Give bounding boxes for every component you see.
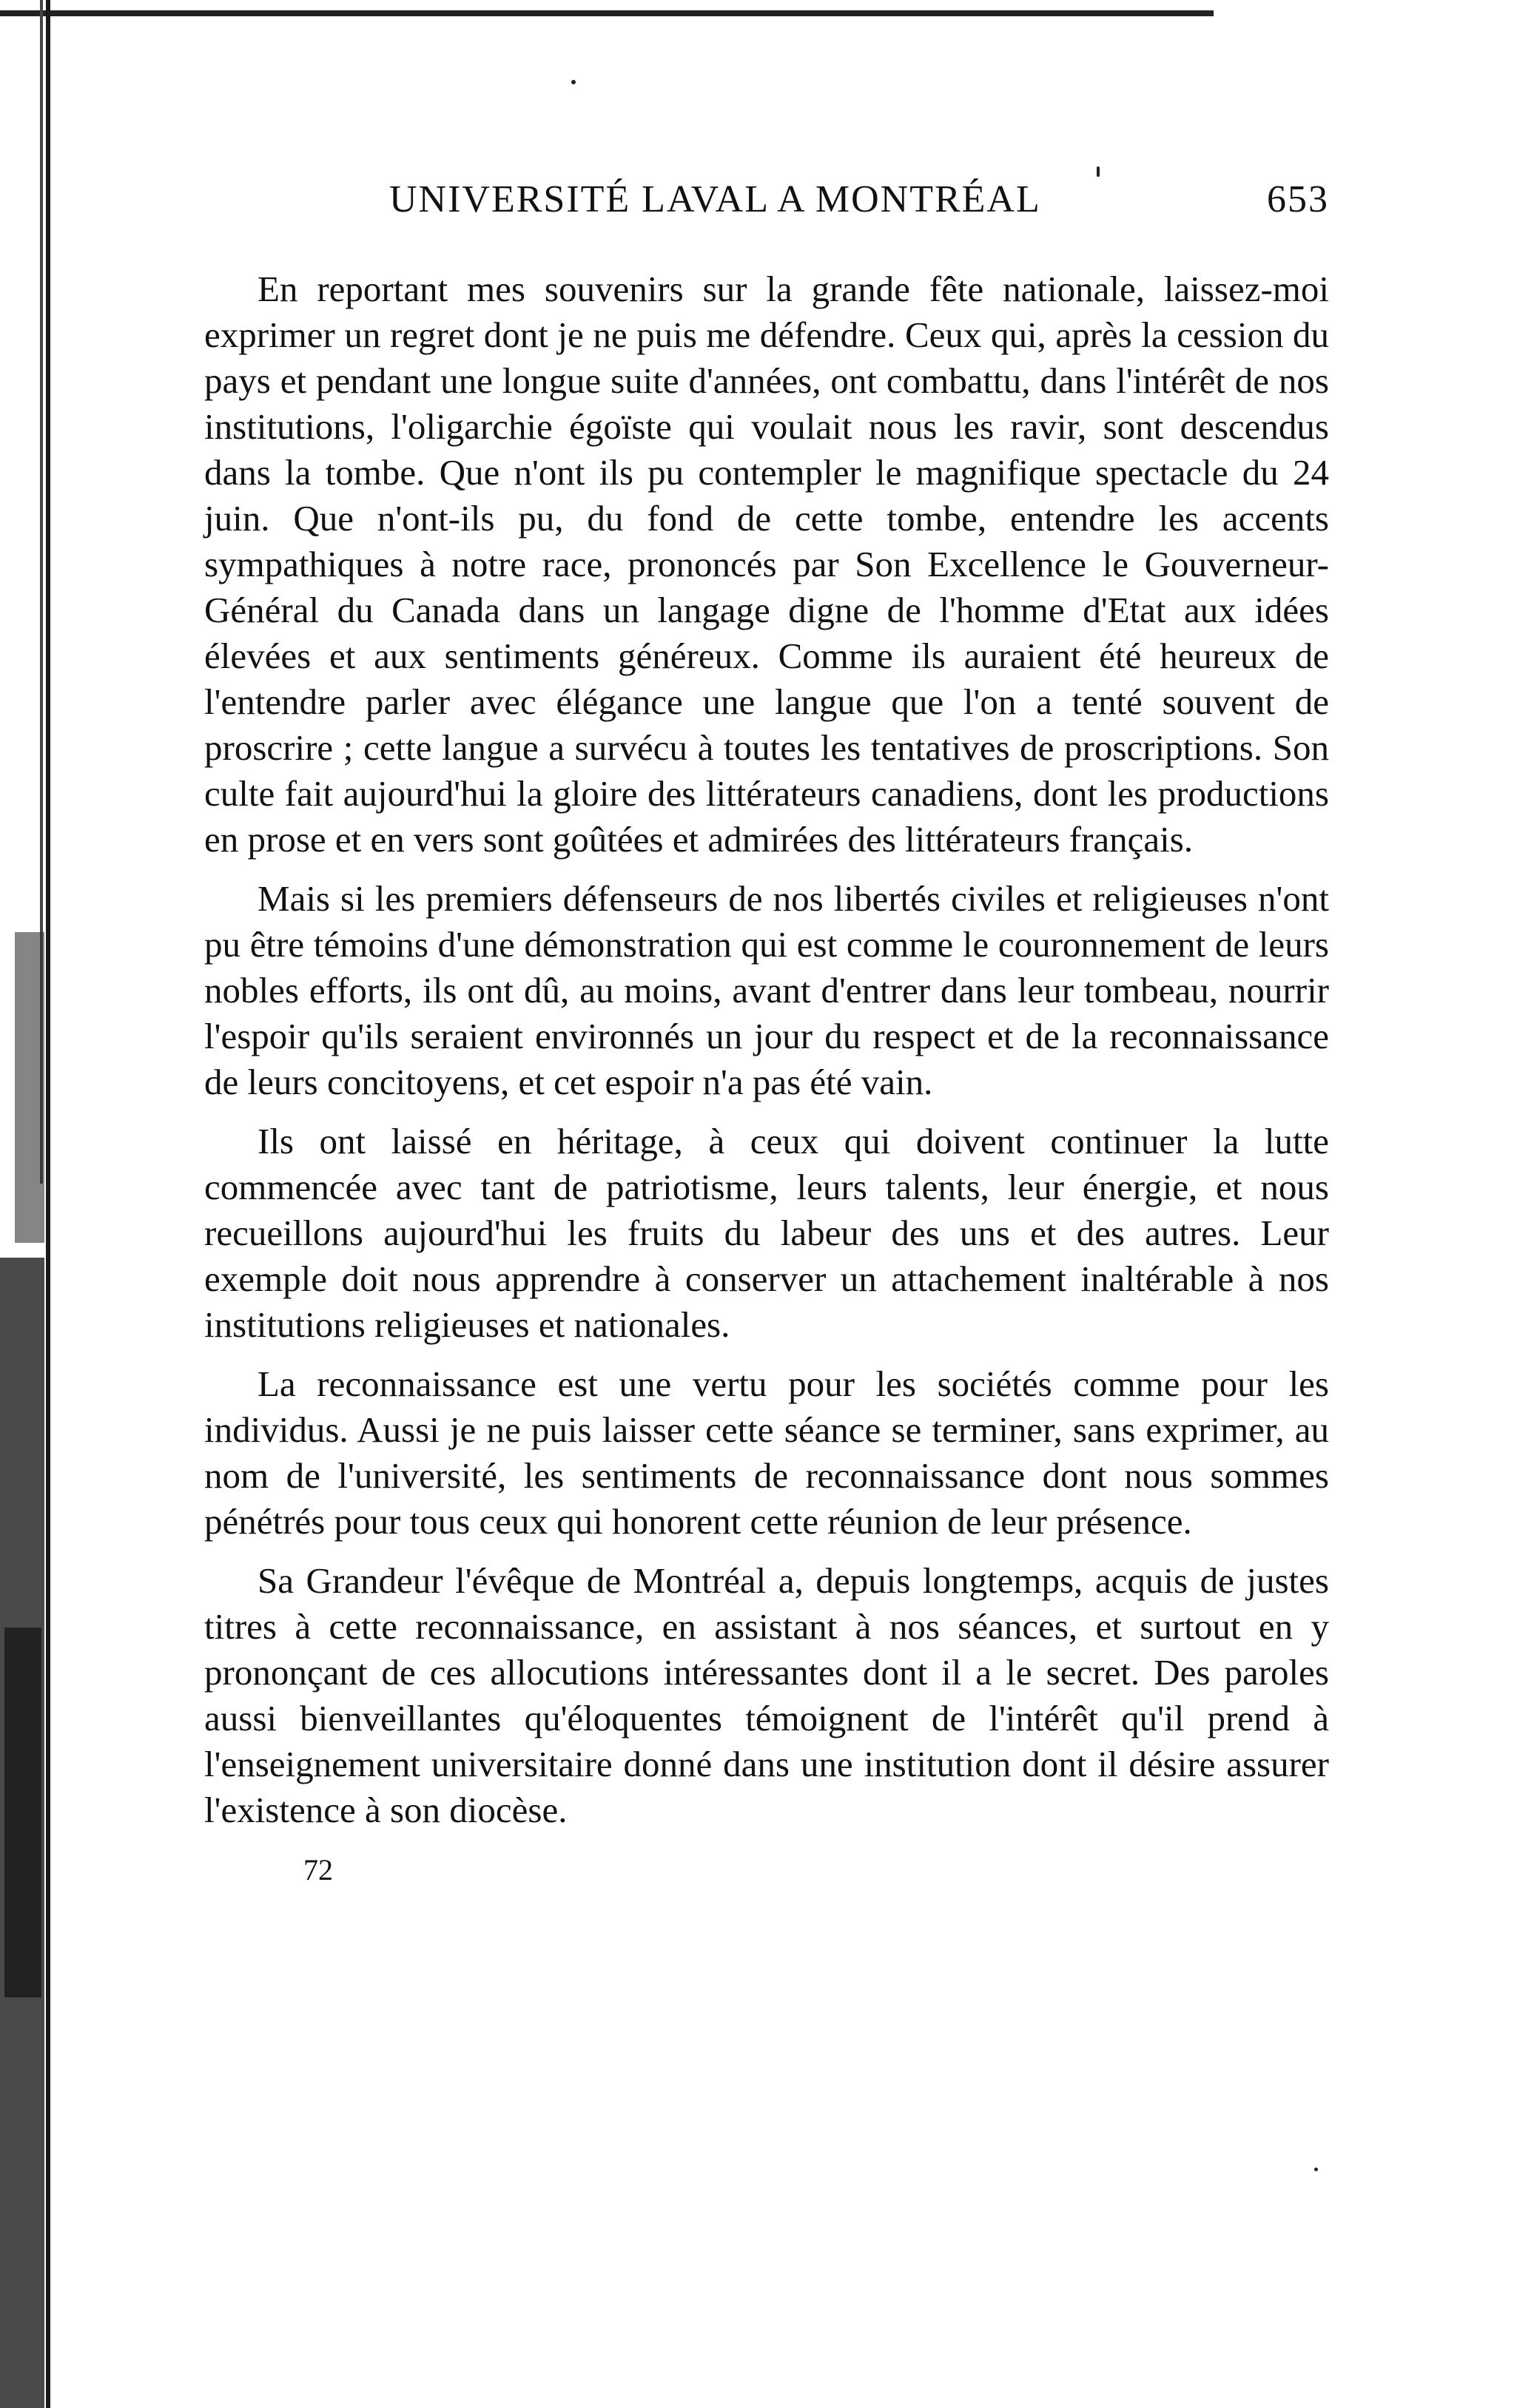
running-head [204,178,1329,237]
running-title: UNIVERSITÉ LAVAL A MONTRÉAL [389,178,1041,220]
signature-mark: 72 [303,1853,333,1886]
scan-binding-edge [0,0,58,2408]
scan-speck [1097,166,1100,177]
scan-top-rule [0,10,1214,16]
paragraph: Ils ont laissé en héritage, à ceux qui doivent continuer la lutte commencée avec tant de patriotisme, leurs talents, leur énergie, et nous recueillons aujourd'hui les fruits du labeur des uns et des autres. Leur exemple doit nous apprendre à conserver un attachement inaltérable à nos institutions religieuses et nationales. [204,1121,1329,1345]
paragraph: En reportant mes souvenirs sur la grande fête nationale, laissez-moi exprimer un regret dont je ne puis me défendre. Ceux qui, après la cession du pays et pendant une longue suite d'années, ont combattu, dans l'intérêt de nos institutions, l'oligarchie égoïste qui voulait nous les ravir, sont descendus dans la tombe. Que n'ont ils pu contempler le magnifique spectacle du 24 juin. Que n'ont-ils pu, du fond de cette tombe, entendre les accents sympathiques à notre race, prononcés par Son Excellence le Gouverneur-Général du Canada dans un langage digne de l'homme d'Etat aux idées élevées et aux sentiments généreux. Comme ils auraient été heureux de l'entendre parler avec élégance une langue que l'on a tenté souvent de proscrire ; cette langue a survécu à toutes les tentatives de proscriptions. Son culte fait aujourd'hui la gloire des littérateurs canadiens, dont les productions en prose et en vers sont goûtées et admirées des littérateurs français. [204,269,1329,860]
paragraph: Mais si les premiers défenseurs de nos libertés civiles et religieuses n'ont pu être témoins d'une démonstration qui est comme le couronnement de leurs nobles efforts, ils ont dû, au moins, avant d'entrer dans leur tombeau, nourrir l'espoir qu'ils seraient environnés un jour du respect et de la reconnaissance de leurs concitoyens, et cet espoir n'a pas été vain. [204,878,1329,1102]
page [204,178,1329,1887]
scan-speck [1314,2168,1318,2171]
scan-speck [571,80,576,84]
page-number: 653 [1267,178,1329,220]
body-text [204,266,1329,1833]
paragraph: La reconnaissance est une vertu pour les sociétés comme pour les individus. Aussi je ne puis laisser cette séance se terminer, sans exprimer, au nom de l'université, les sentiments de reconnaissance dont nous sommes pénétrés pour tous ceux qui honorent cette réunion de leur présence. [204,1363,1329,1542]
paragraph: Sa Grandeur l'évêque de Montréal a, depuis longtemps, acquis de justes titres à cette reconnaissance, en assistant à nos séances, et surtout en y prononçant de ces allocutions intéressantes dont il a le secret. Des paroles aussi bienveillantes qu'éloquentes témoignent de l'intérêt qu'il prend à l'enseignement universitaire donné dans une institution dont il désire assurer l'existence à son diocèse. [204,1560,1329,1830]
